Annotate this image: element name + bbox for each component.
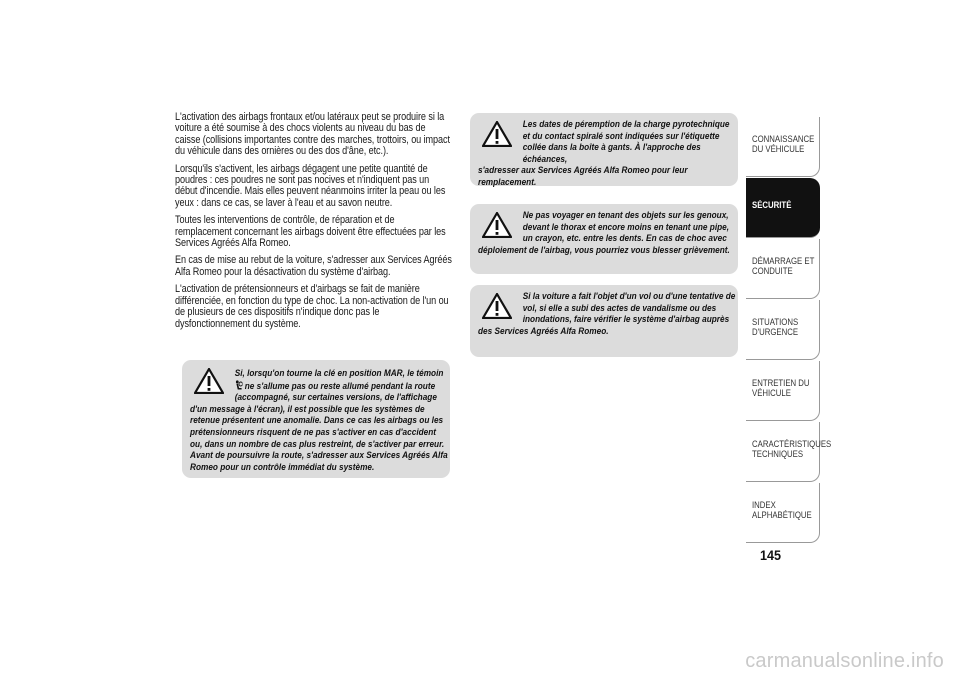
tab-demarrage-conduite[interactable]: DÉMARRAGE ET CONDUITE: [746, 239, 820, 299]
warning-box-theft: [470, 285, 738, 357]
tab-situations-urgence[interactable]: SITUATIONS D'URGENCE: [746, 300, 820, 360]
warning-box-objects: [470, 204, 738, 274]
paragraph: L'activation des airbags frontaux et/ou latéraux peut se produire si la voiture a été soumise à des chocs violents au niveau du bas de caisse (collisions importantes contre des marches, trottoirs, ou impact du véhicule dans des ornières ou des dos d'âne, etc.).: [175, 111, 450, 158]
warning-text-lead: Les dates de péremption de la charge pyrotechnique et du contact spiralé sont indiquées sur l'étiquette collée dans la boîte à gants. À l'approche des échéances,: [522, 119, 730, 165]
warning-text-body: déploiement de l'airbag, vous pourriez vous blesser grièvement.: [478, 244, 730, 256]
warning-text-lead: Si la voiture a fait l'objet d'un vol ou d'une tentative de vol, si elle a subi des actes de vandalisme ou des inondations, faire vérifier le système d'airbag auprès: [522, 291, 736, 326]
airbag-warning-light-icon: [235, 380, 243, 390]
paragraph: L'activation de prétensionneurs et d'airbags se fait de manière différenciée, en fonction du type de choc. La non-activation de l'un ou de plusieurs de ces dispositifs n'indique donc pas le dysfonctionnement du système.: [175, 283, 449, 330]
paragraph: Lorsqu'ils s'activent, les airbags dégagent une petite quantité de poudres : ces poudres ne sont pas nocives et n'indiquent pas un début d'incendie. Mais elles peuvent néanmoins irriter la peau ou les yeux : dans ce cas, se laver à l'eau et au savon neutre.: [175, 162, 446, 209]
tab-entretien-vehicule[interactable]: ENTRETIEN DU VÉHICULE: [746, 361, 820, 421]
paragraph: En cas de mise au rebut de la voiture, s'adresser aux Services Agréés Alfa Romeo pour la désactivation du système d'airbag.: [175, 254, 452, 278]
warning-text-body: d'un message à l'écran), il est possible que les systèmes de retenue présentent une anomalie. Dans ce cas les airbags ou les prétensionneurs risquent de ne pas s'activer en cas d'accident ou, dans un nombre de cas plus restreint, de s'activer par erreur. Avant de poursuivre la route, s'adresser aux Services Agréés Alfa Romeo pour un contrôle immédiat du système.: [190, 403, 448, 473]
warning-box-expiry: [470, 113, 738, 186]
warning-text-body: des Services Agréés Alfa Romeo.: [478, 325, 609, 337]
chapter-tabs: [746, 117, 832, 544]
warning-box-airbag-light: [182, 360, 450, 478]
body-text-column: [175, 112, 453, 336]
tab-caracteristiques-techniques[interactable]: CARACTÉRISTIQUES TECHNIQUES: [746, 422, 820, 482]
warning-text-lead: Ne pas voyager en tenant des objets sur les genoux, devant le thorax et encore moins en tenant une pipe, un crayon, etc. entre les dents. En cas de choc avec: [522, 210, 730, 245]
watermark: carmanualsonline.info: [745, 650, 944, 672]
warning-text-body: s'adresser aux Services Agréés Alfa Romeo pour leur remplacement.: [478, 165, 688, 188]
warning-text-lead-2: ne s'allume pas ou reste allumé pendant la route (accompagné, sur certaines versions, de l'affichage: [234, 380, 437, 404]
warning-text-lead: Si, lorsqu'on tourne la clé en position MAR, le témoin: [234, 368, 444, 379]
tab-connaissance-vehicule[interactable]: CONNAISSANCE DU VÉHICULE: [746, 117, 820, 177]
paragraph: Toutes les interventions de contrôle, de réparation et de remplacement concernant les airbags doivent être effectuées par les Services Agréés Alfa Romeo.: [175, 214, 446, 250]
tab-securite[interactable]: SÉCURITÉ: [746, 178, 820, 238]
page-number: 145: [760, 547, 782, 563]
tab-index-alphabetique[interactable]: INDEX ALPHABÉTIQUE: [746, 483, 820, 543]
